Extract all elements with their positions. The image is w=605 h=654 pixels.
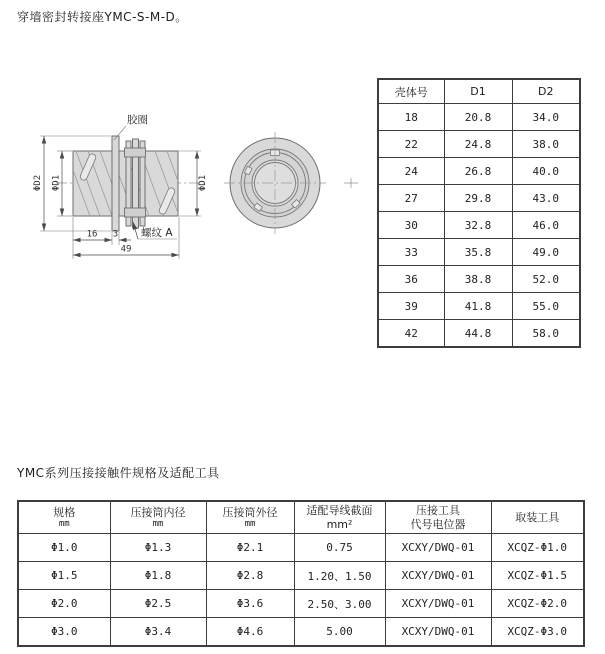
page-title: 穿墙密封转接座YMC-S-M-D。 — [17, 10, 188, 24]
table-cell: 0.75 — [294, 534, 385, 562]
table-row — [378, 158, 580, 185]
table-cell: XCQZ-Φ1.5 — [491, 562, 584, 590]
dimension-d1-left — [52, 151, 73, 216]
shell-table-body — [378, 104, 580, 348]
contact-table-body — [18, 534, 584, 647]
table-cell: Φ2.1 — [206, 534, 294, 562]
column-header-crimp-tool — [385, 501, 491, 534]
table-cell: 35.8 — [444, 239, 512, 266]
table-cell: 18 — [378, 104, 444, 131]
dim-d1-left-label: ΦD1 — [51, 174, 62, 192]
table-row — [18, 562, 584, 590]
table-row — [378, 131, 580, 158]
table-row — [18, 534, 584, 562]
table-cell: 33 — [378, 239, 444, 266]
table-cell: 1.20、1.50 — [294, 562, 385, 590]
table-cell: 32.8 — [444, 212, 512, 239]
column-header-outer-dia — [206, 501, 294, 534]
table-row — [378, 212, 580, 239]
table-cell: Φ2.0 — [18, 590, 110, 618]
table-row — [378, 239, 580, 266]
section-title: YMC系列压接接触件规格及适配工具 — [17, 466, 220, 480]
table-cell: 55.0 — [512, 293, 580, 320]
header-line: 代号电位器 — [410, 517, 466, 531]
table-cell: 40.0 — [512, 158, 580, 185]
table-cell: XCXY/DWQ-01 — [385, 534, 491, 562]
rubber-ring-label: 胶圈 — [127, 114, 148, 126]
table-cell: Φ3.4 — [110, 618, 206, 647]
table-header-row — [378, 79, 580, 104]
table-cell: Φ3.0 — [18, 618, 110, 647]
table-row — [378, 185, 580, 212]
dim-d2-label: ΦD2 — [33, 174, 43, 192]
table-cell: 42 — [378, 320, 444, 348]
table-cell: Φ2.5 — [110, 590, 206, 618]
table-cell: XCQZ-Φ3.0 — [491, 618, 584, 647]
table-row — [378, 104, 580, 131]
column-header-wire-section: 适配导线截面mm² — [294, 501, 385, 534]
table-cell: 46.0 — [512, 212, 580, 239]
header-line: 规格 — [53, 506, 76, 520]
table-cell: 43.0 — [512, 185, 580, 212]
column-header-inner-dia — [110, 501, 206, 534]
table-cell: XCQZ-Φ1.0 — [491, 534, 584, 562]
column-header-spec — [18, 501, 110, 534]
table-cell: Φ1.3 — [110, 534, 206, 562]
dim-3-label: 3 — [112, 229, 119, 240]
datum-crosshair — [344, 178, 358, 188]
coupling-rings — [125, 139, 146, 228]
table-cell: 24 — [378, 158, 444, 185]
table-cell: Φ1.5 — [18, 562, 110, 590]
thread-label: 螺纹 A — [141, 227, 173, 239]
table-cell: 39 — [378, 293, 444, 320]
table-cell: 58.0 — [512, 320, 580, 348]
column-header-shell: 壳体号 — [378, 79, 444, 104]
table-cell: 44.8 — [444, 320, 512, 348]
table-row — [18, 590, 584, 618]
front-view — [224, 132, 326, 234]
dim-16-label: 16 — [86, 229, 98, 240]
table-row — [378, 266, 580, 293]
flange — [112, 136, 119, 231]
shell-size-table — [377, 78, 581, 348]
table-cell: Φ1.8 — [110, 562, 206, 590]
table-cell: 24.8 — [444, 131, 512, 158]
table-cell: 26.8 — [444, 158, 512, 185]
table-cell: XCXY/DWQ-01 — [385, 562, 491, 590]
dim-49-label: 49 — [120, 244, 132, 255]
header-unit: mm — [244, 518, 256, 529]
table-cell: 27 — [378, 185, 444, 212]
table-cell: 38.0 — [512, 131, 580, 158]
table-cell: Φ4.6 — [206, 618, 294, 647]
table-cell: 34.0 — [512, 104, 580, 131]
dim-d1-right-label: ΦD1 — [198, 174, 208, 192]
table-row — [378, 293, 580, 320]
header-line: 压接筒外径 — [222, 506, 278, 520]
table-cell: Φ2.8 — [206, 562, 294, 590]
column-header-extract-tool: 取装工具 — [491, 501, 584, 534]
table-cell: Φ3.6 — [206, 590, 294, 618]
table-cell: 38.8 — [444, 266, 512, 293]
table-cell: 5.00 — [294, 618, 385, 647]
column-header-d1: D1 — [444, 79, 512, 104]
table-cell: XCXY/DWQ-01 — [385, 590, 491, 618]
table-row — [18, 618, 584, 647]
header-unit: mm — [152, 518, 164, 529]
dimension-d1-right — [179, 151, 208, 216]
table-header-row — [18, 501, 584, 534]
table-cell: Φ1.0 — [18, 534, 110, 562]
header-line: 压接筒内径 — [130, 506, 186, 520]
header-unit: mm — [58, 518, 70, 529]
table-cell: 29.8 — [444, 185, 512, 212]
table-cell: 36 — [378, 266, 444, 293]
header-line: 压接工具 — [416, 504, 460, 518]
table-cell: 52.0 — [512, 266, 580, 293]
technical-drawing — [0, 95, 370, 310]
table-cell: XCQZ-Φ2.0 — [491, 590, 584, 618]
column-header-d2: D2 — [512, 79, 580, 104]
table-cell: 20.8 — [444, 104, 512, 131]
table-cell: XCXY/DWQ-01 — [385, 618, 491, 647]
table-cell: 2.50、3.00 — [294, 590, 385, 618]
table-cell: 22 — [378, 131, 444, 158]
crimp-contact-table — [17, 500, 585, 647]
table-cell: 49.0 — [512, 239, 580, 266]
table-cell: 30 — [378, 212, 444, 239]
table-row — [378, 320, 580, 348]
side-view — [33, 113, 208, 259]
table-cell: 41.8 — [444, 293, 512, 320]
